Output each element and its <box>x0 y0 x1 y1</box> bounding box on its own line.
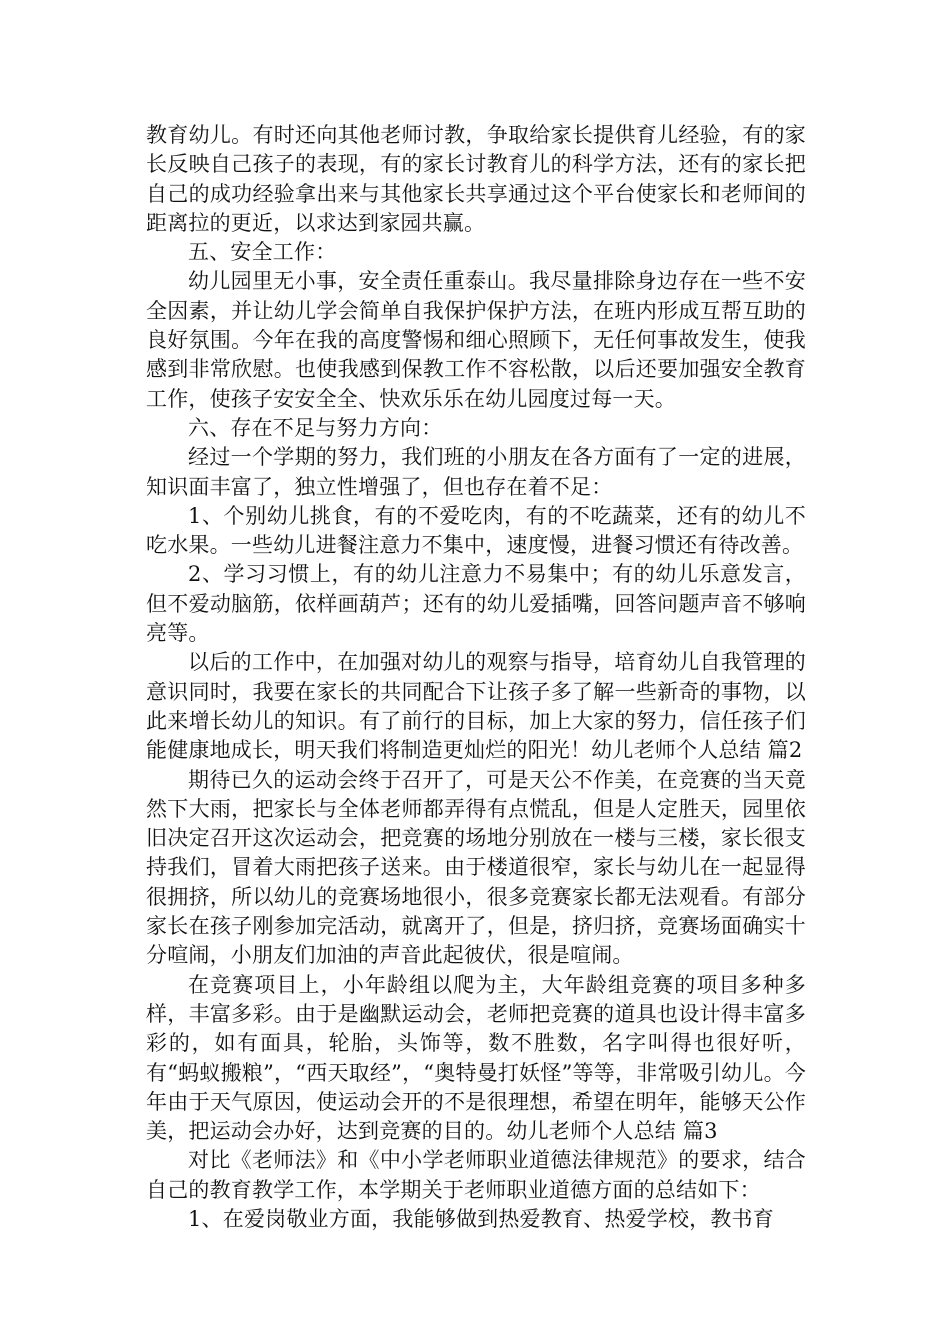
paragraph-ethics-intro: 对比《老师法》和《中小学老师职业道德法律规范》的要求，结合自己的教育教学工作，本学期关于老师职业道德方面的总结如下： <box>146 1148 806 1202</box>
list-item-dedication: 1、在爱岗敬业方面，我能够做到热爱教育、热爱学校，教书育 <box>188 1206 774 1231</box>
paragraph-sports-meet: 期待已久的运动会终于召开了，可是天公不作美，在竞赛的当天竟然下大雨，把家长与全体老师都弄得有点慌乱，但是人定胜天，园里依旧决定召开这次运动会，把竞赛的场地分别放在一楼与三楼，家长很支持我们，冒着大雨把孩子送来。由于楼道很窄，家长与幼儿在一起显得很拥挤，所以幼儿的竞赛场地很小，很多竞赛家长都无法观看。有部分家长在孩子刚参加完活动，就离开了，但是，挤归挤，竞赛场面确实十分喧闹，小朋友们加油的声音此起彼伏，很是喧闹。 <box>146 767 806 968</box>
paragraph-continuation: 教育幼儿。有时还向其他老师讨教，争取给家长提供育儿经验，有的家长反映自己孩子的表现，有的家长讨教育儿的科学方法，还有的家长把自己的成功经验拿出来与其他家长共享通过这个平台使家长和老师间的距离拉的更近，以求达到家园共赢。 <box>146 123 806 235</box>
document-body <box>146 121 806 1234</box>
paragraph-safety: 幼儿园里无小事，安全责任重泰山。我尽量排除身边存在一些不安全因素，并让幼儿学会简单自我保护保护方法，在班内形成互帮互助的良好氛围。今年在我的高度警惕和细心照顾下，无任何事故发生，使我感到非常欣慰。也使我感到保教工作不容松散，以后还要加强安全教育工作，使孩子安安全全、快欢乐乐在幼儿园度过每一天。 <box>146 269 806 411</box>
section-heading-shortcomings: 六、存在不足与努力方向： <box>188 415 443 440</box>
list-item-study-habits: 2、学习习惯上，有的幼儿注意力不易集中；有的幼儿乐意发言，但不爱动脑筋，依样画葫芦；还有的幼儿爱插嘴，回答问题声音不够响亮等。 <box>146 562 806 646</box>
paragraph-future-work: 以后的工作中，在加强对幼儿的观察与指导，培育幼儿自我管理的意识同时，我要在家长的共同配合下让孩子多了解一些新奇的事物，以此来增长幼儿的知识。有了前行的目标，加上大家的努力，信任孩子们能健康地成长，明天我们将制造更灿烂的阳光！幼儿老师个人总结 篇2 <box>146 650 806 763</box>
paragraph-progress: 经过一个学期的努力，我们班的小朋友在各方面有了一定的进展，知识面丰富了，独立性增强了，但也存在着不足： <box>146 445 806 499</box>
list-item-eating: 1、个别幼儿挑食，有的不爱吃肉，有的不吃蔬菜，还有的幼儿不吃水果。一些幼儿进餐注意力不集中，速度慢，进餐习惯还有待改善。 <box>146 503 806 558</box>
section-heading-safety: 五、安全工作： <box>188 240 337 265</box>
paragraph-competition-items: 在竞赛项目上，小年龄组以爬为主，大年龄组竞赛的项目多种多样，丰富多彩。由于是幽默运动会，老师把竞赛的道具也设计得丰富多彩的，如有面具，轮胎，头饰等，数不胜数，名字叫得也很好听，有“蚂蚁搬粮”，“西天取经”，“奥特曼打妖怪”等等，非常吸引幼儿。今年由于天气原因，使运动会开的不是很理想，希望在明年，能够天公作美，把运动会办好，达到竞赛的目的。幼儿老师个人总结 篇3 <box>146 972 806 1144</box>
